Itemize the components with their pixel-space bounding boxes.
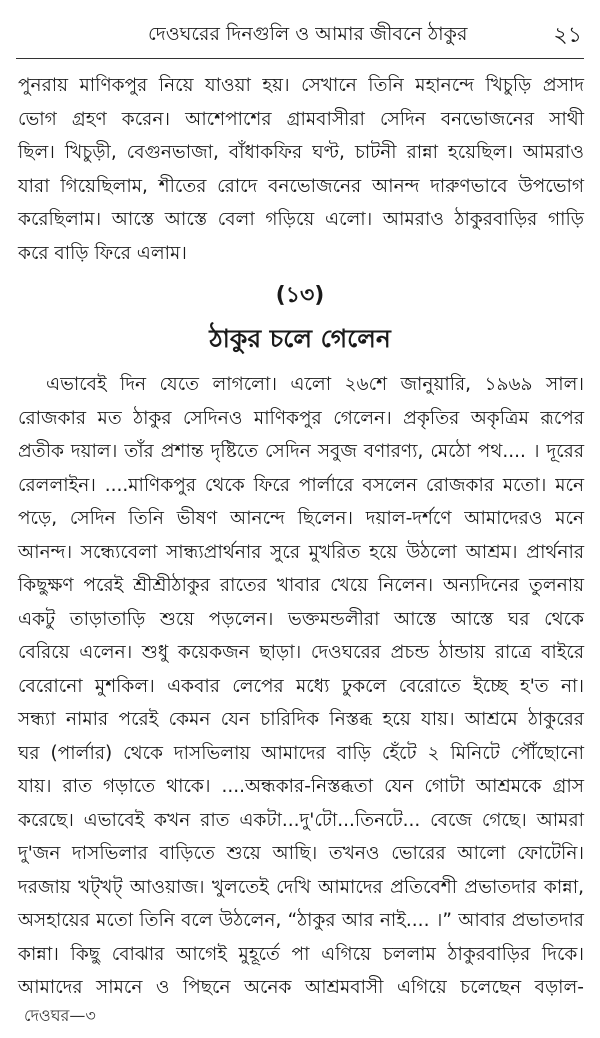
section-title: ঠাকুর চলে গেলেন [209,324,391,353]
text-line: যায়। রাত গড়াতে থাকে। ....অন্ধকার-নিস্তব্ধতা যেন গোটা আশ্রমকে গ্রাস [18,776,584,797]
text-line: রেললাইন। ....মাণিকপুর থেকে ফিরে পার্লারে বসলেন রোজকার মতো। মনে [18,474,584,496]
paragraph-continuation [18,69,584,270]
text-line: করে বাড়ি ফিরে এলাম। [18,242,187,264]
text-line: যারা গিয়েছিলাম, শীতের রোদে বনভোজনের আনন্দ দারুণভাবে উপভোগ [18,175,584,197]
text-line: আনন্দ। সন্ধ্যেবেলা সান্ধ্যপ্রার্থনার সুরে মুখরিত হয়ে উঠলো আশ্রম। প্রার্থনার [18,541,584,563]
header-rule [16,58,584,59]
text-line: সন্ধ্যা নামার পরেই কেমন যেন চারিদিক নিস্তব্ধ হয়ে যায়। আশ্রমে ঠাকুরের [18,709,584,730]
text-line: করেছিলাম। আস্তে আস্তে বেলা গড়িয়ে এলো। আমরাও ঠাকুরবাড়ির গাড়ি [18,209,584,230]
text-line: প্রতীক দয়াল। তাঁর প্রশান্ত দৃষ্টিতে সেদিন সবুজ বণারণ্য, মেঠো পথ.... । দূরের [18,441,584,462]
text-line: একটু তাড়াতাড়ি শুয়ে পড়লেন। ভক্তমন্ডলীরা আস্তে আস্তে ঘর থেকে [18,608,584,630]
text-line: দু'জন দাসভিলার বাড়িতে শুয়ে আছি। তখনও ভোরের আলো ফোটেনি। [18,843,584,864]
text-line: পড়ে, সেদিন তিনি ভীষণ আনন্দে ছিলেন। দয়াল-দর্শণে আমাদেরও মনে [18,508,584,529]
text-line: দরজায় খট্খট্ আওয়াজ। খুলতেই দেখি আমাদের প্রতিবেশী প্রভাতদার কান্না, [18,876,584,898]
text-line: ভোগ গ্রহণ করেন। আশেপাশের গ্রামবাসীরা সেদিন বনভোজনের সাথী [18,108,584,130]
text-line: ঘর (পার্লার) থেকে দাসভিলায় আমাদের বাড়ি হেঁটে ২ মিনিটে পৌঁছোনো [18,742,584,764]
text-line: বেরোনো মুশকিল। একবার লেপের মধ্যে ঢুকলে বেরোতে ইচ্ছে হ'ত না। [18,675,584,697]
text-line: রোজকার মত ঠাকুর সেদিনও মাণিকপুর গেলেন। প্রকৃতির অকৃত্রিম রূপের [18,407,584,429]
text-line: ছিল। খিচুড়ী, বেগুনভাজা, বাঁধাকফির ঘণ্ট, চাটনী রান্না হয়েছিল। আমরাও [18,142,584,163]
text-line: কিছুক্ষণ পরেই শ্রীশ্রীঠাকুর রাতের খাবার খেয়ে নিলেন। অন্যদিনের তুলনায় [18,575,584,596]
text-line: আমাদের সামনে ও পিছনে অনেক আশ্রমবাসী এগিয়ে চলেছেন বড়াল- [18,977,584,998]
page-number: ২১ [553,23,582,48]
paragraph-main [18,368,584,1005]
text-line: কান্না। কিছু বোঝার আগেই মুহূর্তে পা এগিয়ে চললাম ঠাকুরবাড়ির দিকে। [18,943,584,965]
text-line: পুনরায় মাণিকপুর নিয়ে যাওয়া হয়। সেখানে তিনি মহানন্দে খিচুড়ি প্রসাদ [18,75,584,96]
section-number: (১৩) [275,283,325,308]
text-line: বেরিয়ে এলেন। শুধু কয়েকজন ছাড়া। দেওঘরের প্রচন্ড ঠান্ডায় রাত্রে বাইরে [18,642,584,663]
text-line: করেছে। এভাবেই কখন রাত একটা...দু'টো...তিনটে... বেজে গেছে। আমরা [18,809,584,831]
text-line: অসহায়ের মতো তিনি বলে উঠলেন, “ঠাকুর আর নাই.... ।” আবার প্রভাতদার [18,910,584,931]
header-title: দেওঘরের দিনগুলি ও আমার জীবনে ঠাকুর [148,23,468,45]
footer-signature: দেওঘর—৩ [24,1006,96,1025]
running-header [0,14,600,48]
text-line: এভাবেই দিন যেতে লাগলো। এলো ২৬শে জানুয়ারি, ১৯৬৯ সাল। [46,374,584,395]
